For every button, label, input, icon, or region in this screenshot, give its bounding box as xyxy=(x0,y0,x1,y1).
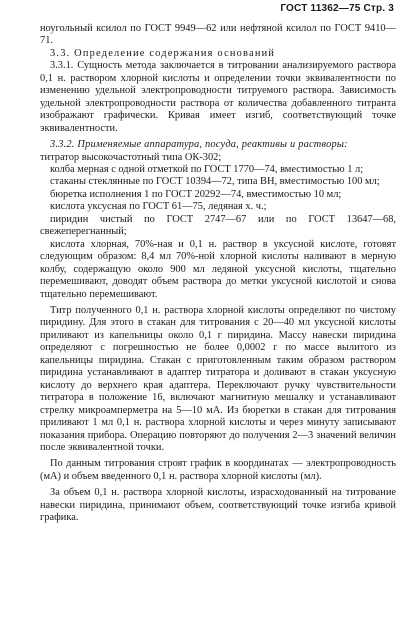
document-body xyxy=(40,23,396,525)
paragraph: За объем 0,1 н. раствора хлорной кислоты, израсходованный на титрование навески пиридина, принимают объем, соответствующий точке изгиба кривой графика. xyxy=(40,487,396,524)
list-item: стаканы стеклянные по ГОСТ 10394—72, типа ВН, вместимостью 100 мл; xyxy=(50,176,380,188)
paragraph: По данным титрования строят график в координатах — электропроводность (мА) и объем введенного 0,1 н. раствора хлорной кислоты (мл). xyxy=(40,458,396,482)
paragraph: ноугольный ксилол по ГОСТ 9949—62 или нефтяной ксилол по ГОСТ 9410—71. xyxy=(40,23,396,47)
list-item: кислота хлорная, 70%-ная и 0,1 н. раствор в уксусной кислоте, готовят следующим образом: 8,4 мл 70%-ной хлорной кислоты наливают в мерную колбу, содержащую около 900 мл ледяной уксусной кислоты, тщательно перемешивают, доводят объем раствора до метки уксусной кислотой и снова тщательно перемешивают. xyxy=(40,238,396,300)
section-heading: 3.3. Определение содержания оснований xyxy=(50,47,276,59)
list-item: титратор высокочастотный типа ОК-302; xyxy=(40,151,222,163)
list-item: пиридин чистый по ГОСТ 2747—67 или по ГОСТ 13647—68, свежеперегнанный; xyxy=(40,213,396,238)
subsection-heading: 3.3.2. Применяемые аппаратура, посуда, реактивы и растворы: xyxy=(50,139,348,151)
list-item: колба мерная с одной отметкой по ГОСТ 1770—74, вместимостью 1 л; xyxy=(50,163,364,175)
paragraph: 3.3.1. Сущность метода заключается в титровании анализируемого раствора 0,1 н. раствором хлорной кислоты и определении точки эквивалентности по изменению удельной электропроводности титруемого раствора. Зависимость удельной электропроводности раствора от количества добавленного титранта изображают графически. Кривая имеет изгиб, соответствующий точке эквивалентности. xyxy=(40,60,396,134)
paragraph: Титр полученного 0,1 н. раствора хлорной кислоты определяют по чистому пиридину. Для этого в стакан для титрования с 20—40 мл уксусной кислоты приливают из капельницы около 0,1 г пиридина. Массу навески пиридина определяют с погрешностью не более 0,0002 г по массе вылитого из капельницы пиридина. Стакан с приготовленным таким образом раствором пиридина устанавливают в адаптер титратора и доливают в стакан уксусную кислоту до верхнего края адаптера. Переключают ручку чувствительности титратора в положение 16, включают магнитную мешалку и устанавливают стрелку микроамперметра на 5—10 мА. Из бюретки в стакан для титрования приливают 1 мл 0,1 н. раствора хлорной кислоты и через минуту записывают показания прибора. Операцию повторяют до получения 2—3 значений величин после эквивалентной точки. xyxy=(40,304,396,453)
list-item: кислота уксусная по ГОСТ 61—75, ледяная х. ч.; xyxy=(50,201,267,213)
page-header: ГОСТ 11362—75 Стр. 3 xyxy=(280,3,394,14)
list-item: бюретка исполнения 1 по ГОСТ 20292—74, вместимостью 10 мл; xyxy=(50,188,342,200)
